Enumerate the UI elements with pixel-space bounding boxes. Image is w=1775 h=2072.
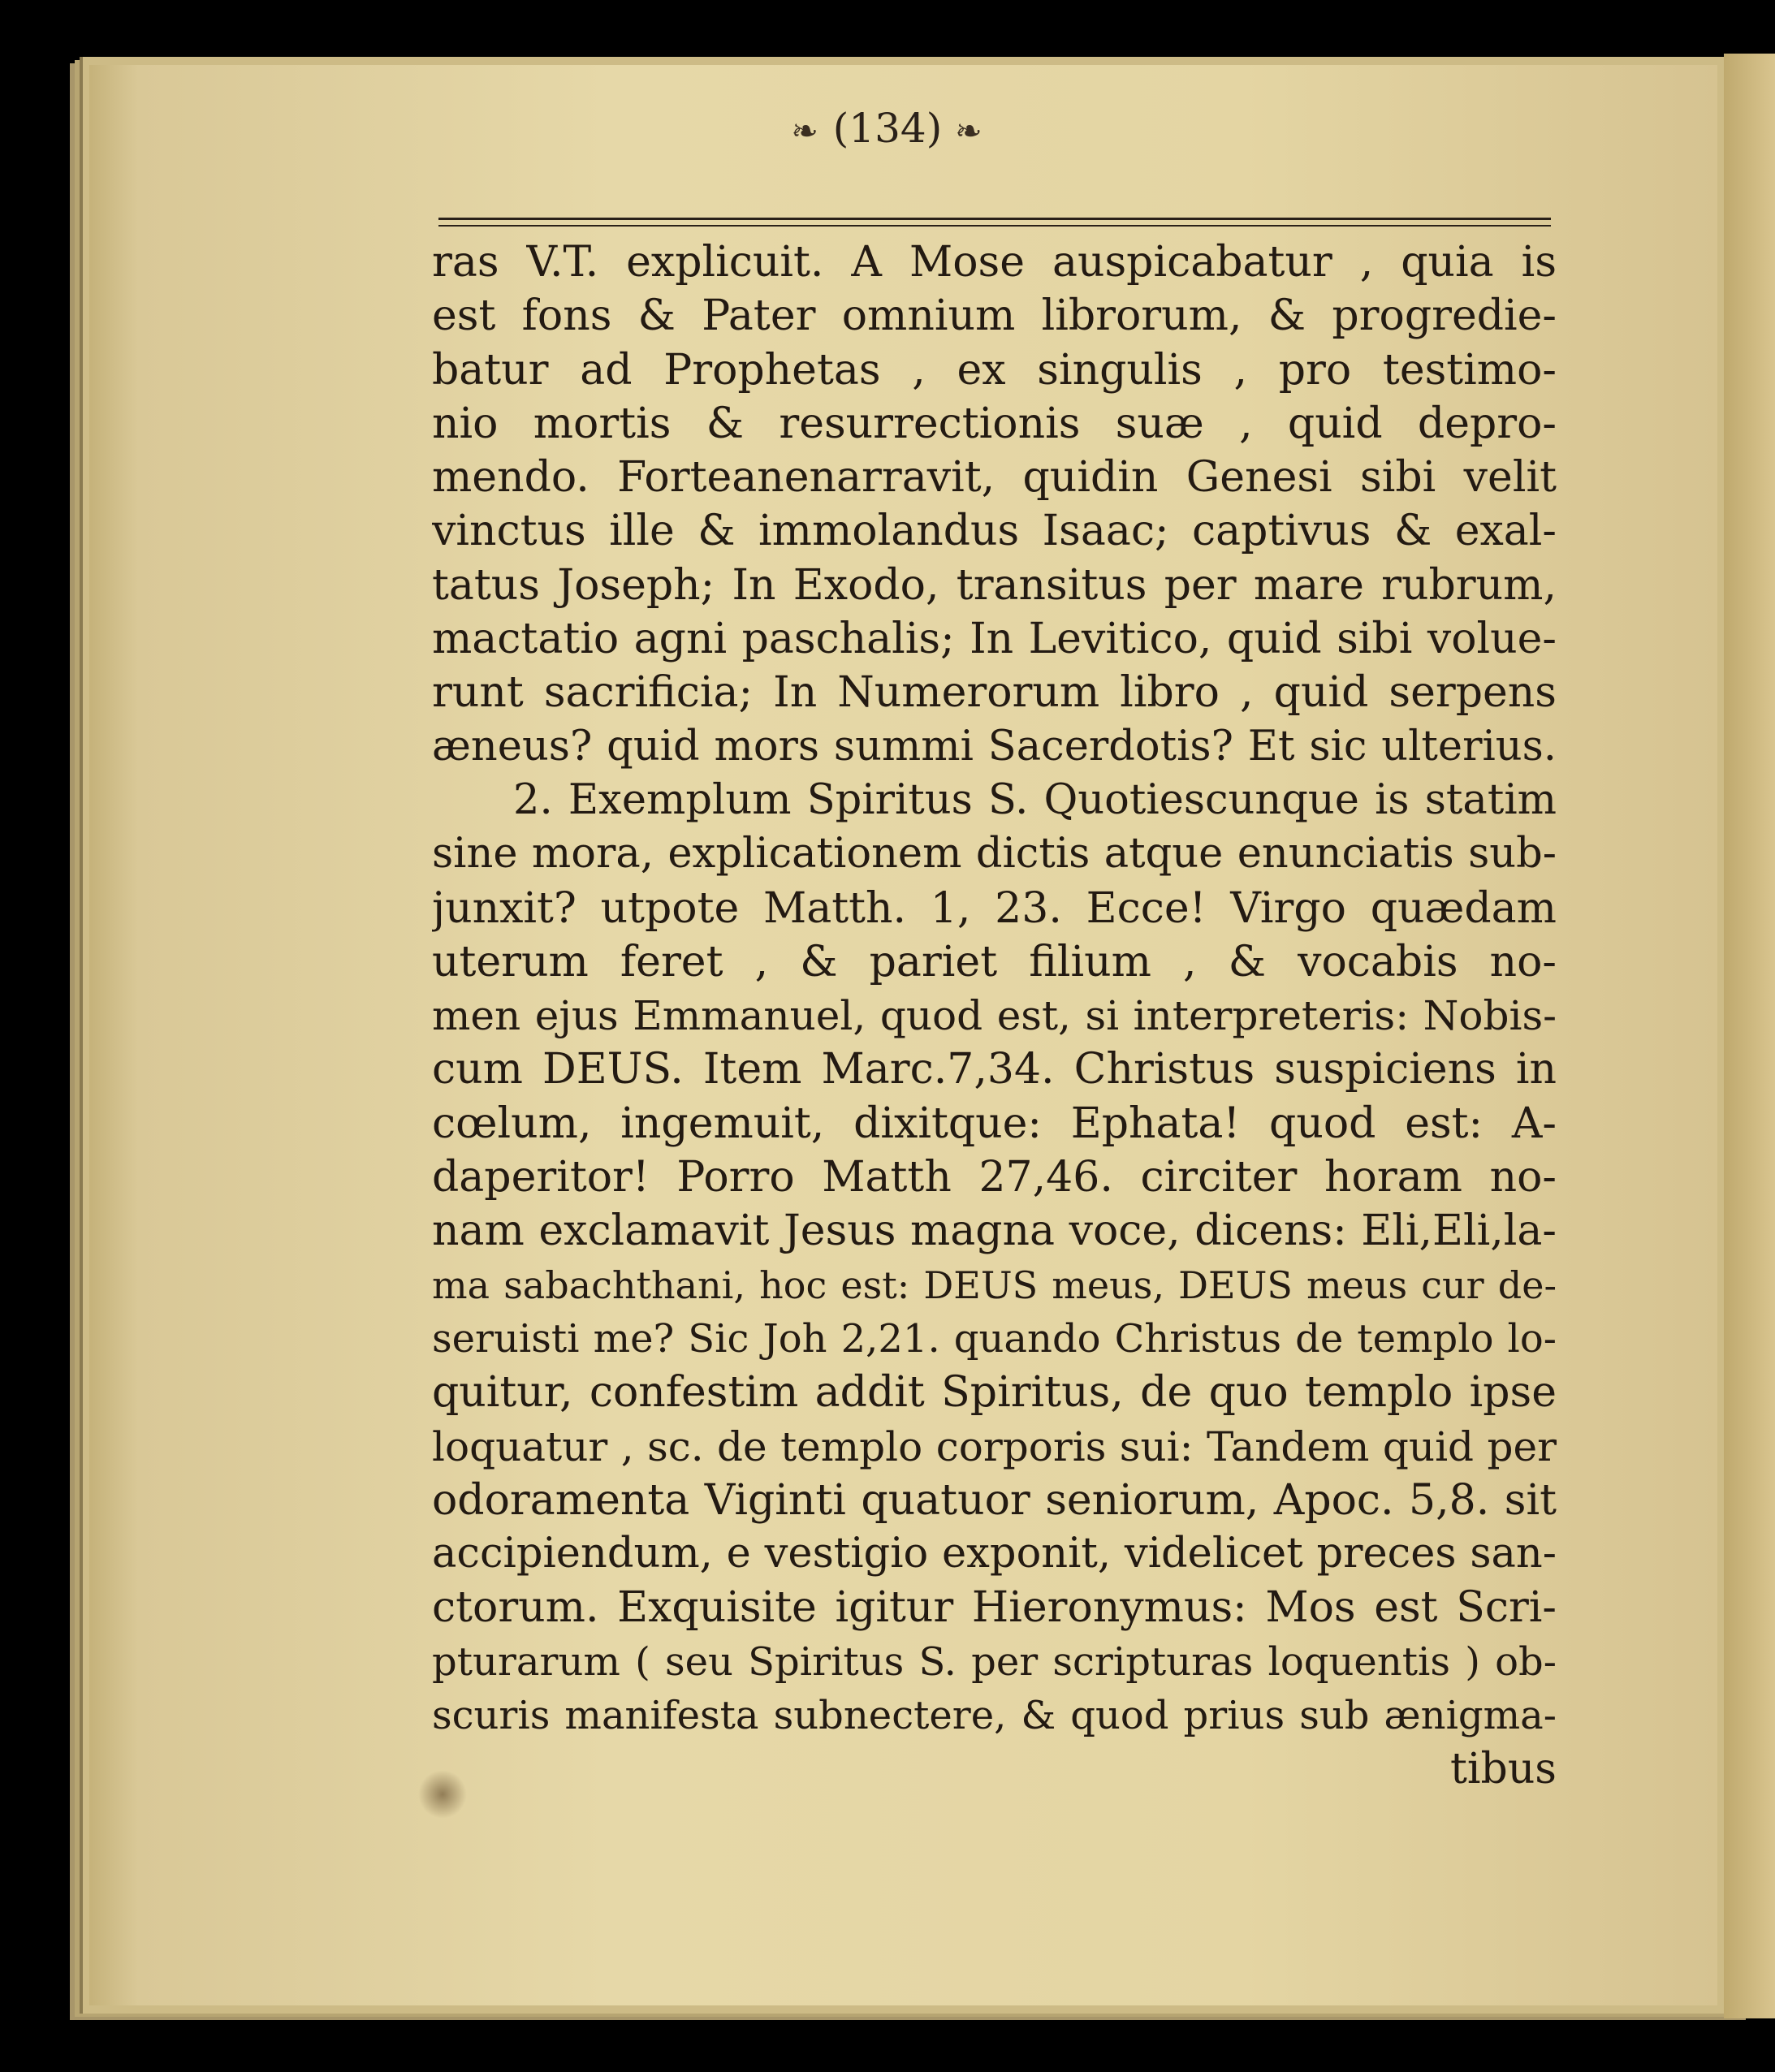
header-ornament-right: ❧ [955,113,984,150]
page-number: (134) [832,105,943,152]
running-header [0,96,1775,161]
text-line: 2. Exemplum Spiritus S. Quotiescunque is statim [513,775,1557,824]
text-line: cœlum, ingemuit, dixitque: Ephata! quod est: A- [432,1099,1557,1148]
text-line: ma sabachthani, hoc est: DEUS meus, DEUS meus cur de- [432,1263,1557,1307]
text-line: cum DEUS. Item Marc.7,34. Christus suspiciens in [432,1045,1557,1094]
text-line: vinctus ille & immolandus Isaac; captivus & exal- [432,507,1557,556]
text-line: nio mortis & resurrectionis suæ , quid depro- [432,399,1557,448]
text-line: seruisti me? Sic Joh 2,21. quando Christus de templo lo- [432,1315,1557,1362]
text-line: scuris manifesta subnectere, & quod prius sub ænigma- [432,1693,1557,1739]
text-line: runt sacrificia; In Numerorum libro , quid serpens [432,668,1557,718]
text-line: est fons & Pater omnium librorum, & progredie- [432,291,1557,341]
text-line: mactatio agni paschalis; In Levitico, quid sibi volue- [432,615,1557,664]
text-line: tatus Joseph; In Exodo, transitus per mare rubrum, [432,560,1557,610]
facing-page-edge [1724,54,1775,2018]
text-line: uterum feret , & pariet filium , & vocabis no- [432,937,1557,986]
text-line: æneus? quid mors summi Sacerdotis? Et sic ulterius. [432,722,1557,771]
catchword: tibus [1450,1745,1557,1794]
body-text [432,235,1557,1797]
text-line: men ejus Emmanuel, quod est, si interpreteris: Nobis- [432,992,1557,1040]
text-line: junxit? utpote Matth. 1, 23. Ecce! Virgo quædam [432,883,1557,933]
text-line: ctorum. Exquisite igitur Hieronymus: Mos est Scri- [432,1583,1557,1633]
text-line: pturarum ( seu Spiritus S. per scripturas loquentis ) ob- [432,1638,1557,1685]
text-line: loquatur , sc. de templo corporis sui: Tandem quid per [432,1422,1557,1470]
text-line: ras V.T. explicuit. A Mose auspicabatur , quia is [432,238,1557,287]
text-line: mendo. Forteanenarravit, quidin Genesi sibi velit [432,453,1557,503]
text-line: sine mora, explicationem dictis atque enunciatis sub- [432,830,1557,878]
text-line: batur ad Prophetas , ex singulis , pro testimo- [432,345,1557,395]
header-ornament-left: ❧ [791,113,820,150]
text-line: quitur, confestim addit Spiritus, de quo templo ipse [432,1368,1557,1418]
text-line: odoramenta Viginti quatuor seniorum, Apoc. 5,8. sit [432,1475,1557,1525]
text-line: daperitor! Porro Matth 27,46. circiter horam no- [432,1153,1557,1202]
text-line: accipiendum, e vestigio exponit, videlicet preces san- [432,1530,1557,1578]
text-line: nam exclamavit Jesus magna voce, dicens: Eli,Eli,la- [432,1207,1557,1256]
header-rule [438,218,1551,227]
